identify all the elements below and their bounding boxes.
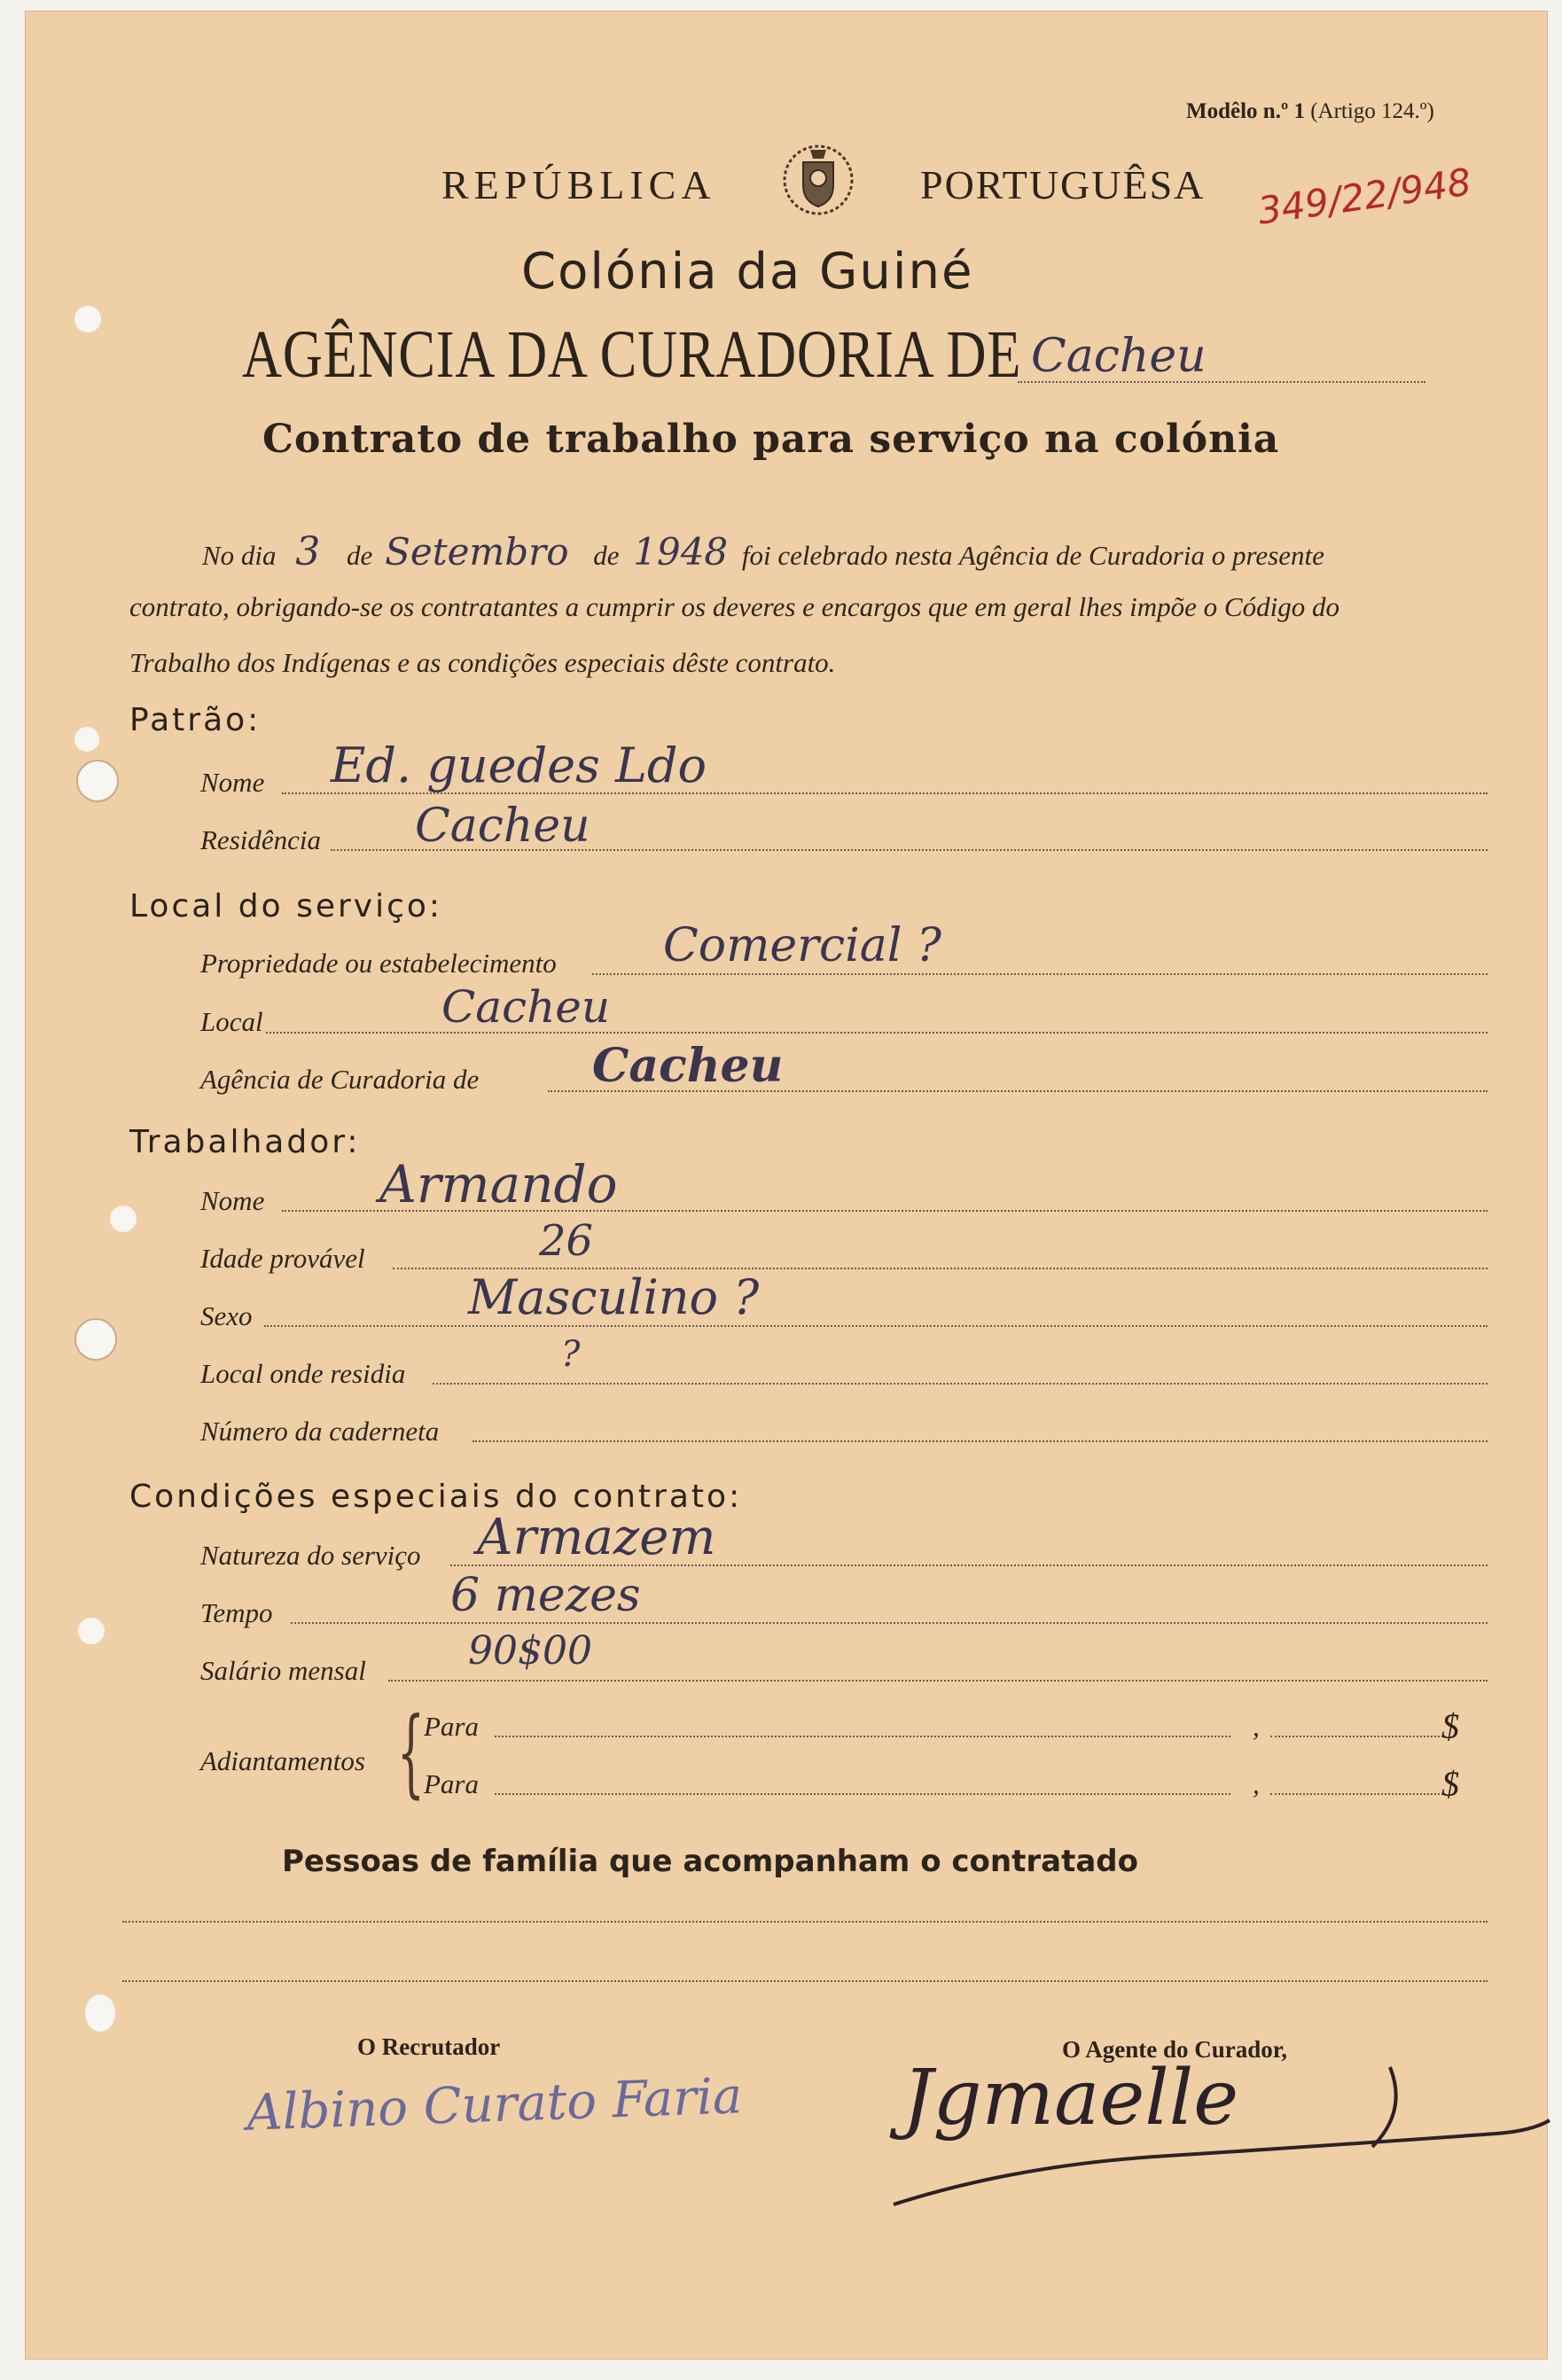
agency-place: Cacheu	[1031, 330, 1207, 383]
propriedade-label: Propriedade ou estabelecimento	[200, 948, 557, 979]
model-number	[1186, 99, 1434, 124]
para-2-currency: $	[1441, 1764, 1459, 1804]
condicoes-heading: Condições especiais do contrato:	[129, 1479, 743, 1515]
idade-value: 26	[539, 1216, 594, 1266]
recrutador-label: O Recrutador	[357, 2033, 501, 2060]
trabalhador-nome-value: Armando	[379, 1154, 618, 1214]
patrao-residencia-value: Cacheu	[415, 800, 590, 853]
intro-line-2: contrato, obrigando-se os contratantes a cumprir os deveres e encargos que em geral lhes impõe o Código do	[129, 591, 1339, 622]
republic-left: REPÚBLICA	[441, 162, 716, 207]
sexo-value: Masculino ?	[468, 1269, 760, 1325]
intro-line-3: Trabalho dos Indígenas e as condições especiais dêste contrato.	[129, 647, 836, 678]
agente-label: O Agente do Curador,	[1062, 2036, 1288, 2063]
familia-line-1	[122, 1921, 1488, 1923]
contract-subtitle: Contrato de trabalho para serviço na colónia	[262, 417, 1280, 462]
agencia-label: Agência de Curadoria de	[200, 1064, 480, 1095]
agente-signature: Jgmaelle	[902, 2054, 1239, 2142]
local-residia-value: ?	[561, 1334, 581, 1375]
para-1-amount-line	[1270, 1736, 1443, 1737]
sexo-label: Sexo	[200, 1300, 253, 1331]
local-residia-label: Local onde residia	[200, 1358, 406, 1389]
patrao-nome-label: Nome	[200, 767, 265, 798]
tempo-line	[291, 1622, 1488, 1624]
agencia-value: Cacheu	[592, 1039, 784, 1093]
familia-heading: Pessoas de família que acompanham o contratado	[282, 1844, 1138, 1879]
natureza-value: Armazem	[477, 1509, 716, 1566]
local-servico-heading: Local do serviço:	[129, 888, 443, 925]
para-1-comma: ,	[1253, 1711, 1260, 1742]
agency-title: AGÊNCIA DA CURADORIA DE	[242, 317, 1022, 392]
para-1-label: Para	[424, 1711, 479, 1742]
recrutador-signature: Albino Curato Faria	[246, 2067, 744, 2142]
model-label: Modêlo n.º 1	[1186, 99, 1305, 123]
intro-de-2: de	[593, 540, 620, 571]
tempo-label: Tempo	[200, 1597, 273, 1628]
para-2-amount-line	[1270, 1793, 1443, 1795]
salario-value: 90$00	[468, 1628, 592, 1674]
punch-hole-icon	[110, 1206, 137, 1232]
salario-line	[388, 1680, 1488, 1682]
punch-hole-icon	[78, 1618, 105, 1644]
propriedade-line	[592, 973, 1488, 975]
agente-signature-flourish	[876, 2049, 1558, 2218]
caderneta-line	[473, 1440, 1488, 1442]
adiantamentos-label: Adiantamentos	[200, 1745, 365, 1776]
intro-day: 3	[295, 529, 321, 574]
para-1-currency: $	[1441, 1706, 1459, 1746]
trabalhador-heading: Trabalhador:	[129, 1124, 361, 1160]
intro-year: 1948	[633, 530, 729, 574]
intro-line-1	[202, 529, 1324, 574]
idade-label: Idade provável	[200, 1243, 365, 1274]
colony-title: Colónia da Guiné	[521, 243, 974, 300]
adiantamentos-brace: {	[397, 1697, 425, 1808]
tempo-value: 6 mezes	[450, 1569, 641, 1622]
agency-place-line	[1018, 381, 1425, 383]
familia-line-2	[122, 1980, 1488, 1982]
coat-of-arms-icon	[778, 139, 858, 219]
intro-line-1-rest: foi celebrado nesta Agência de Curadoria o presente	[741, 540, 1324, 571]
registry-number: 349/22/948	[1254, 160, 1474, 233]
salario-label: Salário mensal	[200, 1655, 366, 1686]
article-label: (Artigo 124.º)	[1310, 99, 1434, 123]
patrao-residencia-label: Residência	[200, 824, 322, 855]
intro-de-1: de	[347, 540, 373, 571]
punch-hole-icon	[85, 1994, 115, 2032]
sexo-line	[264, 1325, 1488, 1327]
punch-hole-icon	[74, 306, 101, 332]
patrao-nome-value: Ed. guedes Ldo	[331, 737, 707, 793]
para-2-line	[495, 1793, 1230, 1795]
republic-right: PORTUGUÊSA	[920, 162, 1206, 207]
intro-month: Setembro	[385, 530, 569, 574]
local-label: Local	[200, 1006, 263, 1037]
local-residia-line	[433, 1383, 1488, 1385]
para-2-label: Para	[424, 1768, 479, 1799]
propriedade-value: Comercial ?	[663, 919, 941, 972]
intro-no-dia: No dia	[202, 540, 277, 571]
natureza-label: Natureza do serviço	[200, 1540, 421, 1571]
trabalhador-nome-label: Nome	[200, 1185, 265, 1216]
para-1-line	[495, 1736, 1230, 1737]
local-value: Cacheu	[441, 981, 611, 1033]
punch-hole-icon	[74, 1318, 117, 1361]
document-sheet	[25, 11, 1548, 2360]
patrao-heading: Patrão:	[129, 702, 262, 738]
punch-hole-icon	[76, 760, 119, 802]
caderneta-label: Número da caderneta	[200, 1416, 440, 1447]
para-2-comma: ,	[1253, 1768, 1260, 1799]
punch-hole-icon	[74, 727, 99, 752]
